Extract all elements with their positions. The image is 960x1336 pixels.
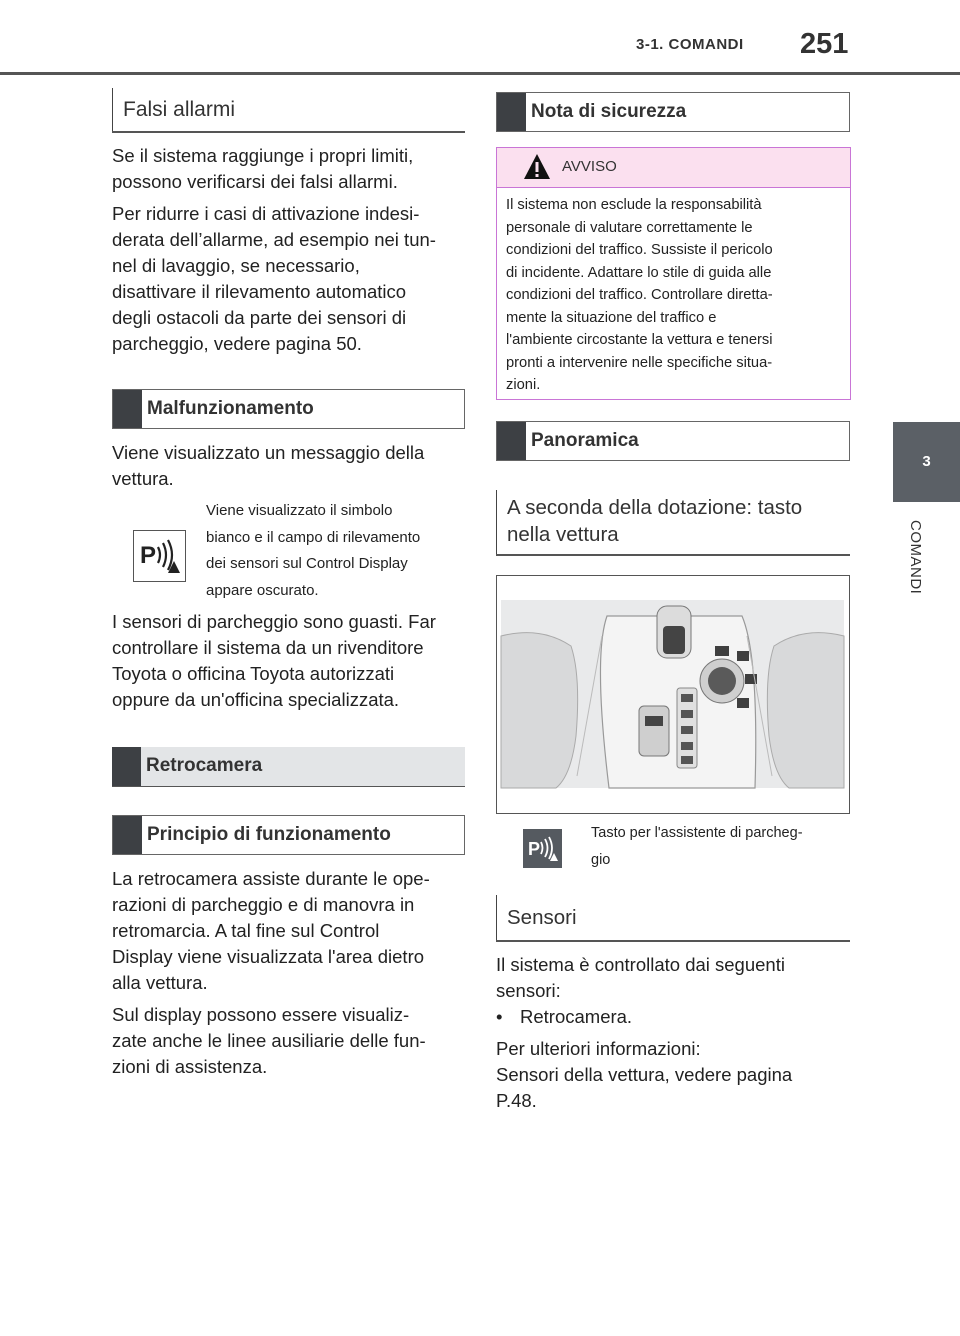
paragraph-principio-2: Sul display possono essere visualiz- zate anche le linee ausiliarie delle fun- zioni di assistenza. (112, 1004, 426, 1077)
icon-description: Viene visualizzato il simbolo bianco e il campo di rilevamento dei sensori sul Control Display appare oscurato. (206, 502, 421, 599)
heading-bar (113, 390, 142, 428)
park-distance-sensor-icon (133, 530, 186, 582)
paragraph-malfunzionamento-2: I sensori di parcheggio sono guasti. Far controllare il sistema da un rivenditore Toyota o officina Toyota autorizzati oppure da un'officina specializzata. (112, 611, 436, 710)
heading-text: Retrocamera (146, 755, 263, 776)
park-assist-button-icon (523, 829, 562, 868)
paragraph-falsi-allarmi-1: Se il sistema raggiunge i propri limiti, possono verificarsi dei falsi allarmi. (112, 145, 414, 192)
center-console-illustration (496, 575, 850, 814)
heading-underline (496, 940, 850, 942)
warning-header (497, 148, 850, 188)
warning-title: AVVISO (562, 158, 617, 175)
heading-panoramica (496, 421, 850, 461)
bullet-text: Retrocamera. (520, 1006, 633, 1027)
heading-text: Principio di funzionamento (147, 824, 391, 845)
chapter-label-text: COMANDI (907, 520, 924, 595)
warning-triangle-icon (523, 153, 551, 181)
heading-underline (112, 131, 465, 133)
heading-bar (497, 422, 526, 460)
heading-bar (497, 93, 526, 131)
heading-bar (112, 747, 141, 786)
chapter-tab: 3 (893, 422, 960, 502)
heading-retrocamera (112, 747, 465, 787)
paragraph-sensori-1: Il sistema è controllato dai seguenti sensori: (496, 954, 785, 1001)
paragraph-sensori-2: Per ulteriori informazioni: Sensori della vettura, vedere pagina P.48. (496, 1038, 793, 1111)
bullet-marker: • (496, 1006, 503, 1027)
heading-underline (496, 554, 850, 556)
heading-malfunzionamento (112, 389, 465, 429)
bullet-item (496, 1004, 851, 1030)
svg-text:P: P (140, 542, 157, 569)
heading-principio (112, 815, 465, 855)
paragraph-principio-1: La retrocamera assiste durante le ope- razioni di parcheggio e di manovra in retromarcia. A tal fine sul Control Display viene visualizzata l'area dietro alla vettura. (112, 868, 430, 993)
button-description: Tasto per l'assistente di parcheg- gio (591, 825, 803, 868)
paragraph-falsi-allarmi-2: Per ridurre i casi di attivazione indesi- derata dell’allarme, ad esempio nei tun- nel di lavaggio, se necessario, disattivare il rilevamento automatico degli ostacoli da parte dei sensori di parcheggio, vedere pagina 50. (112, 203, 436, 354)
page-number: 251 (800, 28, 849, 60)
heading-text: Malfunzionamento (147, 398, 314, 419)
warning-text: Il sistema non esclude la responsabilità personale di valutare correttamente le condizioni del traffico. Sussiste il pericolo di incidente. Adattare lo stile di guida alle condizioni del traffico. Controllare diretta- mente la situazione del traffico e l'ambiente circostante la vettura e tenersi pronti a intervenire nelle specifiche situa- zioni. (506, 197, 773, 393)
header-section-title: 3-1. COMANDI (636, 36, 744, 53)
heading-text: Panoramica (531, 430, 639, 451)
heading-dotazione: A seconda della dotazione: tasto nella vettura (496, 490, 802, 556)
heading-text: Nota di sicurezza (531, 101, 687, 122)
chapter-label (904, 520, 926, 620)
heading-bar (113, 816, 142, 854)
paragraph-malfunzionamento-1: Viene visualizzato un messaggio della vettura. (112, 442, 425, 489)
heading-nota-sicurezza (496, 92, 850, 132)
heading-falsi-allarmi: Falsi allarmi (112, 88, 235, 132)
warning-box (496, 147, 851, 400)
heading-sensori: Sensori (496, 895, 577, 941)
header-divider (0, 72, 960, 75)
svg-text:P: P (528, 839, 541, 859)
